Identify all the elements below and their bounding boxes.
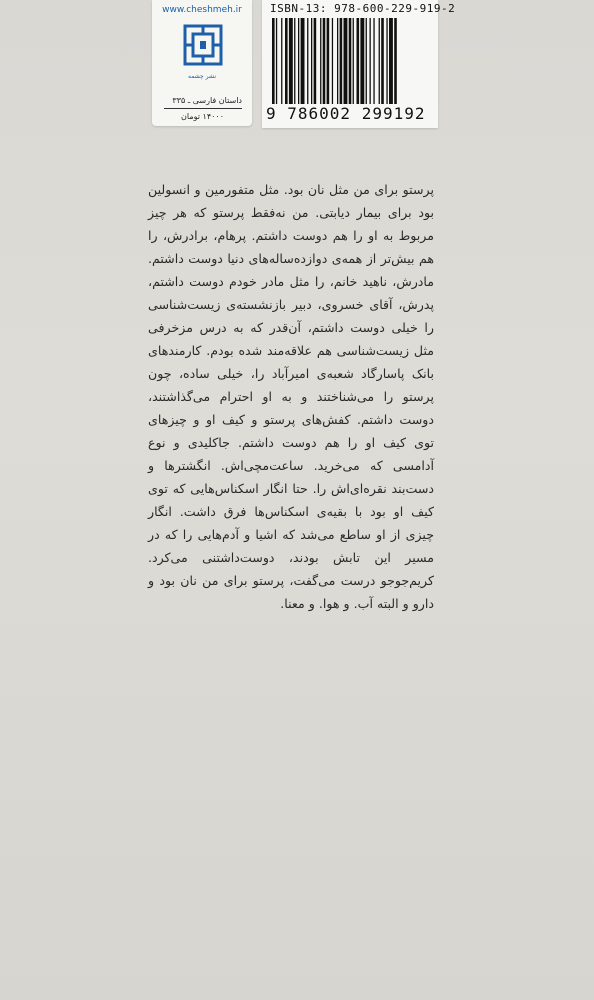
- barcode-bar: [389, 18, 393, 104]
- barcode-bar: [332, 18, 333, 104]
- barcode-bar: [379, 18, 380, 104]
- barcode-bar: [285, 18, 288, 104]
- barcode-bar: [314, 18, 317, 104]
- barcode-bar: [360, 18, 364, 104]
- barcode-bar: [381, 18, 384, 104]
- barcode-bar: [344, 18, 348, 104]
- barcode-bar: [307, 18, 308, 104]
- series-label: داستان فارسی ـ ۳۳۵: [172, 96, 242, 105]
- barcode-bar: [340, 18, 343, 104]
- barcode-bar: [394, 18, 397, 104]
- price-label: ۱۴۰۰۰ تومان: [181, 112, 224, 121]
- barcode-bar: [311, 18, 312, 104]
- barcode-bar: [276, 18, 277, 104]
- publisher-logo-caption: نشر چشمه: [188, 73, 216, 80]
- barcode-digits: 9 786002 299192: [266, 104, 426, 123]
- barcode-bar: [386, 18, 387, 104]
- barcode-icon: [270, 18, 432, 104]
- divider: [164, 108, 242, 109]
- barcode-bar: [298, 18, 299, 104]
- barcode-bar: [323, 18, 326, 104]
- isbn-label: ISBN-13: 978-600-229-919-2: [270, 2, 456, 15]
- barcode-bar: [320, 18, 321, 104]
- blurb-text: [148, 178, 434, 615]
- barcode-bar: [301, 18, 305, 104]
- blurb-paragraph: پرستو برای من مثل نان بود. مثل متفورمین و انسولین بود برای بیمار دیابتی. من نه‌فقط پرستو که هر چیز مربوط به او را هم دوست داشتم. پرهام، برادرش، را هم بیش‌تر از همه‌ی دوازده‌ساله‌های دنیا دوست داشتم. مادرش، ناهید خانم، را مثل مادر خودم دوست داشتم، پدرش، آقای خسروی، دبیر بازنشسته‌ی زیست‌شناسی را خیلی دوست داشتم، آن‌قدر که به درس مزخرفی مثل زیست‌شناسی هم علاقه‌مند شده بودم. کارمندهای بانک پاسارگاد شعبه‌ی امیرآباد را، خیلی ساده، چون پرستو را می‌شناختند و به او احترام می‌گذاشتند، دوست داشتم. کفش‌های پرستو و کیف او و چیزهای توی کیف او را هم دوست داشتم. جاکلیدی و نوع آدامسی که می‌خرید. ساعت‌مچی‌اش. انگشترها و دست‌بند نقره‌ای‌اش را. حتا انگار اسکناس‌هایی که توی کیف او بود با بقیه‌ی اسکناس‌ها فرق داشت. انگار چیزی از او ساطع می‌شد که اشیا و آدم‌هایی را که در مسیر این تابش بودند، دوست‌داشتنی می‌کرد. کریم‌جوجو درست می‌گفت، پرستو برای من نان بود و دارو و البته آب. و هوا. و معنا.: [148, 182, 434, 611]
- barcode-bar: [366, 18, 367, 104]
- barcode-bar: [370, 18, 371, 104]
- publisher-url[interactable]: www.cheshmeh.ir: [162, 5, 242, 15]
- barcode-bar: [289, 18, 293, 104]
- barcode-bar: [272, 18, 275, 104]
- barcode-bar: [373, 18, 374, 104]
- barcode-bar: [349, 18, 352, 104]
- barcode-bar: [294, 18, 295, 104]
- barcode-bar: [281, 18, 282, 104]
- barcode-bar: [357, 18, 360, 104]
- barcode-bar: [353, 18, 354, 104]
- isbn-barcode-box: [262, 0, 456, 128]
- barcode-bar: [327, 18, 330, 104]
- cheshmeh-logo-icon: [181, 20, 225, 70]
- barcode-bar: [337, 18, 338, 104]
- publisher-label: [152, 0, 252, 126]
